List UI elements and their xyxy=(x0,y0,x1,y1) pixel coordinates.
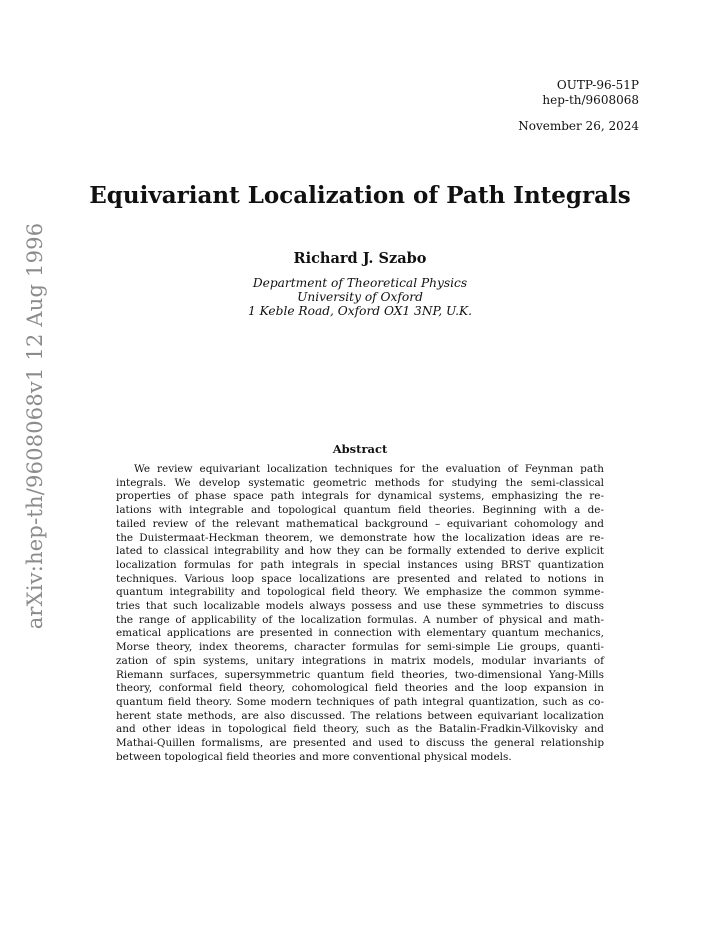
affiliation-line: Department of Theoretical Physics xyxy=(252,276,468,290)
abstract-line: lated to classical integrability and how they can be formally extended to derive explicit xyxy=(116,545,604,558)
arxiv-identifier: arXiv:hep-th/9608068v1 12 Aug 1996 xyxy=(23,222,47,630)
archive-number: hep-th/9608068 xyxy=(542,93,639,107)
abstract-body xyxy=(116,463,604,764)
abstract-line: localization formulas for path integrals in special instances using BRST quantization xyxy=(116,558,604,571)
abstract-line: and other ideas in topological field theory, such as the Batalin-Fradkin-Vilkovisky and xyxy=(116,723,604,736)
abstract-line: theory, conformal field theory, cohomological field theories and the loop expansion in xyxy=(116,682,604,695)
affiliation-line: University of Oxford xyxy=(297,290,423,304)
abstract-line: between topological field theories and more conventional physical models. xyxy=(116,750,512,763)
paper-title: Equivariant Localization of Path Integrals xyxy=(89,182,631,209)
abstract-line: herent state methods, are also discussed. The relations between equivariant localization xyxy=(116,709,604,722)
abstract-line: tailed review of the relevant mathematical background – equivariant cohomology and xyxy=(116,517,604,530)
report-numbers xyxy=(542,78,639,108)
abstract-line: techniques. Various loop space localizations are presented and related to notions in xyxy=(116,572,604,585)
affiliation-line: 1 Keble Road, Oxford OX1 3NP, U.K. xyxy=(248,304,472,318)
abstract-line: quantum field theory. Some modern techniques of path integral quantization, such as co- xyxy=(116,695,604,708)
abstract-line: the Duistermaat-Heckman theorem, we demonstrate how the localization ideas are re- xyxy=(116,531,604,544)
abstract-line: We review equivariant localization techniques for the evaluation of Feynman path xyxy=(134,463,604,475)
abstract-line: properties of phase space path integrals for dynamical systems, emphasizing the re- xyxy=(116,490,604,503)
abstract-line: quantum integrability and topological field theory. We emphasize the common symme- xyxy=(116,586,604,599)
abstract-line: the range of applicability of the localization formulas. A number of physical and math- xyxy=(116,613,604,626)
author-name: Richard J. Szabo xyxy=(293,250,427,267)
report-number: OUTP-96-51P xyxy=(556,78,639,92)
abstract-line: tries that such localizable models always possess and use these symmetries to discuss xyxy=(116,600,604,613)
author-affiliation xyxy=(0,276,720,318)
abstract-heading: Abstract xyxy=(332,442,388,456)
abstract-line: Mathai-Quillen formalisms, are presented and used to discuss the general relationship xyxy=(116,737,604,750)
abstract-line: Morse theory, index theorems, character formulas for semi-simple Lie groups, quanti- xyxy=(116,641,604,654)
abstract-line: Riemann surfaces, supersymmetric quantum field theories, two-dimensional Yang-Mills xyxy=(116,668,604,681)
abstract-line: integrals. We develop systematic geometric methods for studying the semi-classical xyxy=(116,476,604,489)
abstract-line: lations with integrable and topological quantum field theories. Beginning with a de- xyxy=(116,504,604,517)
abstract-line: zation of spin systems, unitary integrations in matrix models, modular invariants of xyxy=(116,654,604,667)
paper-date: November 26, 2024 xyxy=(518,119,639,133)
abstract-line: ematical applications are presented in connection with elementary quantum mechanics, xyxy=(116,627,604,640)
